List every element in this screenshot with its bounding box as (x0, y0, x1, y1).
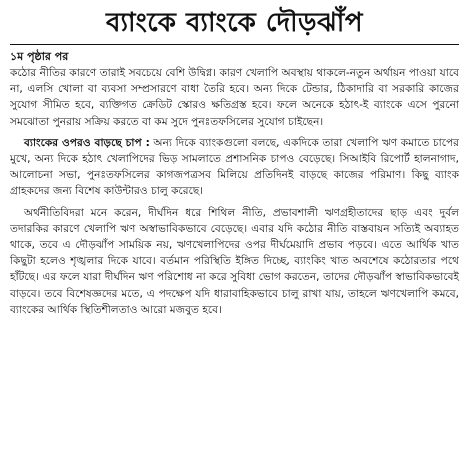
paragraph-1: কঠোর নীতির কারণে তারাই সবচেয়ে বেশি উদ্বিগ্ন। কারণ খেলাপি অবস্থায় থাকলে-নতুন অর্থায়ন পাওয়া যাবে না, এলসি খোলা বা ব্যবসা সম্প্রসারণে বাধা তৈরি হবে। অন্য দিকে টেন্ডার, ঠিকাদারি বা সরকারি কাজের সুযোগ সীমিত হবে, ব্যক্তিগত ক্রেডিট স্কোরও ক্ষতিগ্রস্ত হবে। ফলে অনেকে হঠাৎ-ই ব্যাংকে এসে পুরনো সমঝোতা পুনরায় সক্রিয় করতে বা কম সুদে পুনঃতফসিলের সুযোগ চাইছেন। (10, 67, 459, 128)
paragraph-3: অর্থনীতিবিদরা মনে করেন, দীর্ঘদিন ধরে শিথিল নীতি, প্রভাবশালী ঋণগ্রহীতাদের ছাড় এবং দুর্বল তদারকির কারণে খেলাপি ঋণ অস্বাভাবিকভাবে বেড়েছে। এবার যদি কঠোর নীতি বাস্তবায়ন সত্যিই অব্যাহত থাকে, তবে এ দৌড়ঝাঁপ সাময়িক নয়, ঋণখেলাপিদের ওপর দীর্ঘমেয়াদি প্রভাব পড়বে। এতে আর্থিক খাত কিছুটা হলেও শৃঙ্খলার দিকে যাবে। বর্তমান পরিস্থিতি ইঙ্গিত দিচ্ছে, ব্যাংকিং খাত অবশেষে কঠোরতার পথে হাঁটছে। এর ফলে যারা দীর্ঘদিন ঋণ পরিশোধ না করে সুবিধা ভোগ করতেন, তাদের দৌড়ঝাঁপ স্বাভাবিকভাবেই বাড়বে। তবে বিশেষজ্ঞদের মতে, এ পদক্ষেপ যদি ধারাবাহিকভাবে চালু রাখা যায়, তাহলে ঋণখেলাপি কমবে, ব্যাংকের আর্থিক স্থিতিশীলতাও আরো মজবুত হবে। (10, 206, 459, 316)
paragraph-2 (10, 135, 459, 200)
headline-divider (10, 44, 459, 45)
paragraph-2-text: অন্য দিকে ব্যাংকগুলো বলছে, একদিকে তারা খেলাপি ঋণ কমাতে চাপের মুখে, অন্য দিকে হঠাৎ খেলাপিদের ভিড় সামলাতে প্রশাসনিক চাপও বেড়েছে। সিআইবি রিপোর্ট হালনাগাদ, আলোচনা সভা, পুনঃতফসিলের কাগজপত্রসব মিলিয়ে প্রতিদিনই বাড়ছে কাজের পরিমাণ। কিছু ব্যাংক গ্রাহকদের জন্য বিশেষ কাউন্টারও চালু করেছে। (10, 136, 459, 198)
headline: ব্যাংকে ব্যাংকে দৌড়ঝাঁপ (106, 8, 363, 38)
subhead-bank-pressure: ব্যাংকের ওপরও বাড়ছে চাপ : (24, 136, 150, 149)
continued-from-label: ১ম পৃষ্ঠার পর (10, 50, 69, 63)
news-clipping (0, 6, 469, 459)
